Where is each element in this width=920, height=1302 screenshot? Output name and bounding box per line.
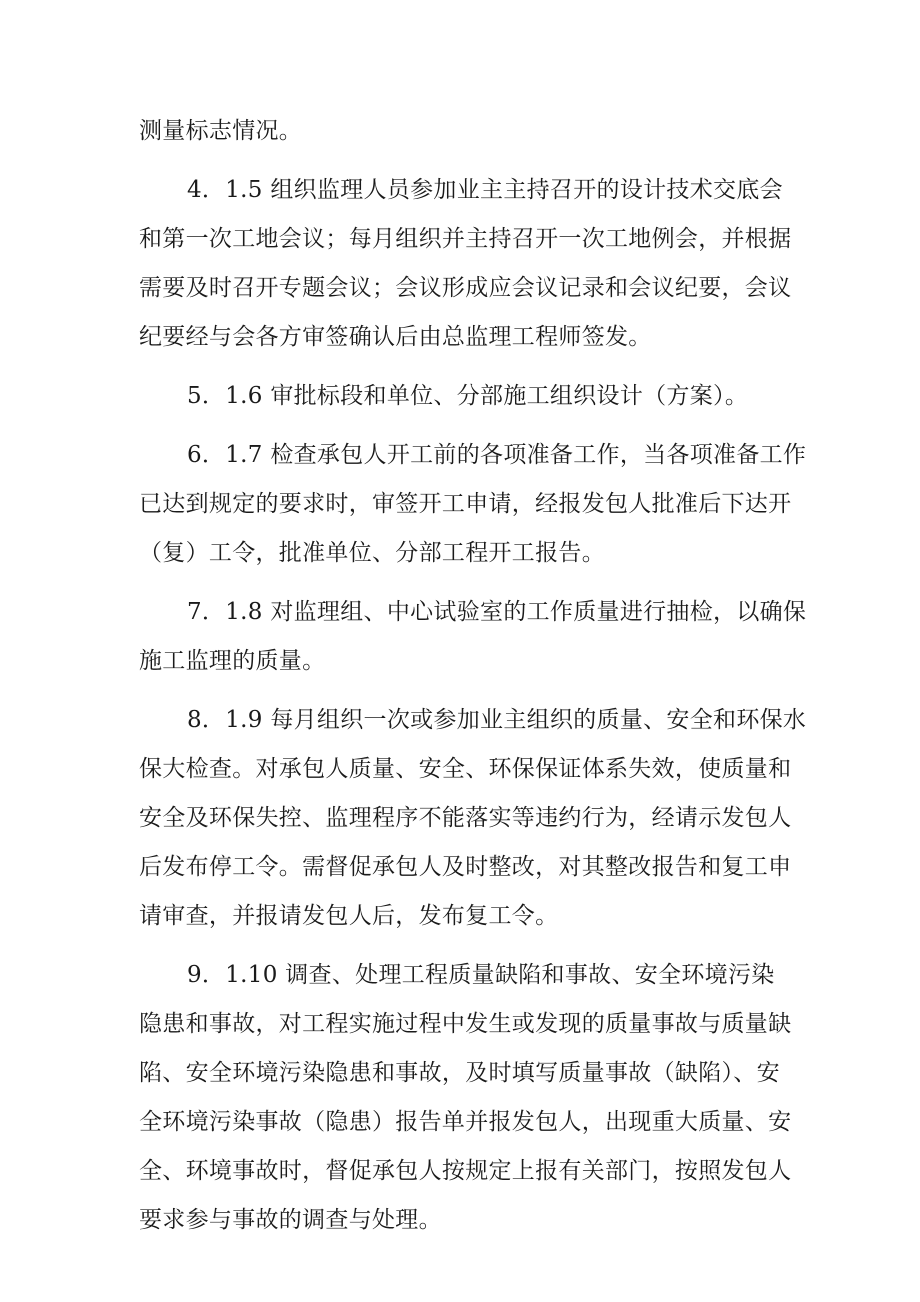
text-line: 请审查，并报请发包人后，发布复工令。 [139,903,559,929]
paragraph [139,588,807,686]
text-line: 和第一次工地会议；每月组织并主持召开一次工地例会，并根据 [139,226,792,252]
text-line: 已达到规定的要求时，审签开工申请，经报发包人批准后下达开 [139,491,792,517]
text-line: 施工监理的质量。 [139,648,326,674]
document-body [139,107,807,1245]
text-line: （复）工令，批准单位、分部工程开工报告。 [139,540,605,566]
paragraph [139,107,789,156]
text-line: 隐患和事故，对工程实施过程中发生或发现的质量事故与质量缺 [139,1011,792,1037]
paragraph [139,951,792,1245]
text-line: 7．1.8 对监理组、中心试验室的工作质量进行抽检，以确保 [187,599,807,625]
text-line: 测量标志情况。 [139,118,303,144]
text-line: 保大检查。对承包人质量、安全、环保保证体系失效，使质量和 [139,756,792,782]
paragraph [139,166,792,362]
text-line: 需要及时召开专题会议；会议形成应会议记录和会议纪要，会议 [139,275,792,301]
text-line: 安全及环保失控、监理程序不能落实等违约行为，经请示发包人 [139,805,792,831]
text-line: 8．1.9 每月组织一次或参加业主组织的质量、安全和环保水 [187,707,807,733]
paragraph [139,431,807,578]
text-line: 全环境污染事故（隐患）报告单并报发包人，出现重大质量、安 [139,1109,792,1135]
text-line: 6．1.7 检查承包人开工前的各项准备工作，当各项准备工作 [187,442,807,468]
paragraph [139,372,789,421]
text-line: 要求参与事故的调查与处理。 [139,1207,442,1233]
text-line: 后发布停工令。需督促承包人及时整改，对其整改报告和复工申 [139,854,792,880]
text-line: 4．1.5 组织监理人员参加业主主持召开的设计技术交底会 [187,177,783,203]
paragraph [139,696,807,941]
text-line: 5．1.6 审批标段和单位、分部施工组织设计（方案）。 [187,383,749,409]
text-line: 陷、安全环境污染隐患和事故，及时填写质量事故（缺陷）、安 [139,1060,780,1086]
text-line: 9．1.10 调查、处理工程质量缺陷和事故、安全环境污染 [187,962,775,988]
text-line: 全、环境事故时，督促承包人按规定上报有关部门，按照发包人 [139,1158,792,1184]
text-line: 纪要经与会各方审签确认后由总监理工程师签发。 [139,324,652,350]
